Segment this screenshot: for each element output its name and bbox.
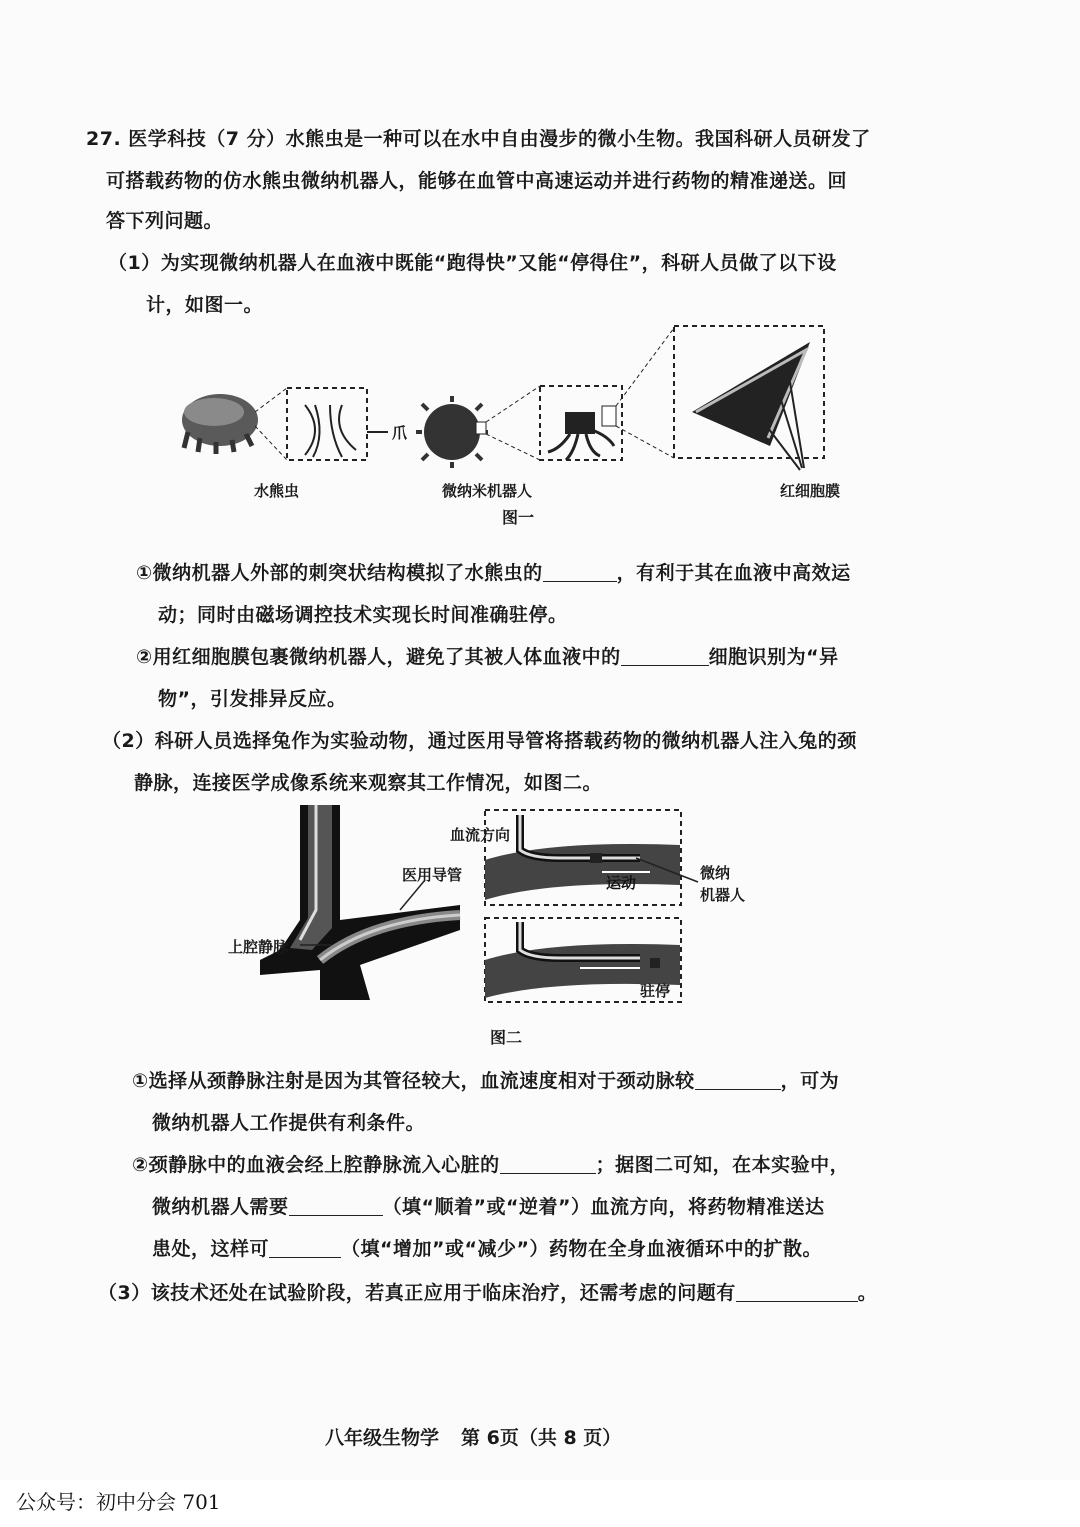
stop-label: 驻停 xyxy=(640,982,671,1000)
part2-q2-text-c: 微纳机器人需要 xyxy=(152,1196,289,1218)
robot-label: 微纳米机器人 xyxy=(442,482,533,500)
part1-q1-line-1 xyxy=(136,560,851,586)
tardigrade-label: 水熊虫 xyxy=(254,482,300,500)
part2-line-2: 静脉，连接医学成像系统来观察其工作情况，如图二。 xyxy=(134,772,603,794)
answer-blank-4[interactable] xyxy=(500,1153,596,1174)
part2-q2-text-f: （填“增加”或“减少”）药物在全身血液循环中的扩散。 xyxy=(341,1238,822,1260)
part3-line xyxy=(98,1280,877,1306)
watermark-text: 公众号：初中分会 701 xyxy=(16,1490,221,1514)
part3-text-b: 。 xyxy=(857,1282,878,1304)
answer-blank-3[interactable] xyxy=(695,1069,781,1090)
blood-flow-label: 血流方向 xyxy=(450,826,511,844)
footer-page-number: 第 6页（共 8 页） xyxy=(461,1427,622,1449)
figure-2-caption: 图二 xyxy=(490,1028,523,1047)
vessel-detail-top-illustration xyxy=(485,815,680,900)
part2-line-1: （2）科研人员选择兔作为实验动物，通过医用导管将搭载药物的微纳机器人注入兔的颈 xyxy=(102,730,857,752)
nanorobot-label-line-1: 微纳 xyxy=(700,864,731,882)
answer-blank-7[interactable] xyxy=(736,1281,858,1302)
part1-line-2: 计，如图一。 xyxy=(146,294,264,316)
part2-q2-text-d: （填“顺着”或“逆着”）血流方向，将药物精准送达 xyxy=(382,1196,825,1218)
footer-grade: 八年级生物学 xyxy=(325,1427,440,1449)
figure-1-caption: 图一 xyxy=(502,508,535,527)
movement-label: 运动 xyxy=(606,874,637,892)
answer-blank-5[interactable] xyxy=(289,1195,383,1216)
part1-q2-text-a: ②用红细胞膜包裹微纳机器人，避免了其被人体血液中的 xyxy=(136,646,621,668)
part2-q2-text-b: ；据图二可知，在本实验中， xyxy=(595,1154,850,1176)
answer-blank-2[interactable] xyxy=(621,645,709,666)
nanorobot-label-line-2: 机器人 xyxy=(700,886,746,904)
catheter-label: 医用导管 xyxy=(402,866,463,884)
answer-blank-6[interactable] xyxy=(269,1237,341,1258)
part2-q1-line-2: 微纳机器人工作提供有利条件。 xyxy=(152,1112,426,1134)
part1-q1-line-2: 动；同时由磁场调控技术实现长时间准确驻停。 xyxy=(158,604,568,626)
part2-q1-text-a: ①选择从颈静脉注射是因为其管径较大，血流速度相对于颈动脉较 xyxy=(132,1070,695,1092)
svc-label: 上腔静脉 xyxy=(228,938,289,956)
tardigrade-illustration xyxy=(182,394,258,454)
part2-q2-text-a: ②颈静脉中的血液会经上腔静脉流入心脏的 xyxy=(132,1154,500,1176)
part2-q2-line-3 xyxy=(152,1236,822,1262)
claw-label: 爪 xyxy=(392,424,408,442)
part2-q1-text-b: ，可为 xyxy=(780,1070,840,1092)
rbc-membrane-label: 红细胞膜 xyxy=(780,482,841,500)
question-line-2: 可搭载药物的仿水熊虫微纳机器人，能够在血管中高速运动并进行药物的精准递送。回 xyxy=(106,170,848,192)
question-line-1: 27. 医学科技（7 分）水熊虫是一种可以在水中自由漫步的微小生物。我国科研人员研发了 xyxy=(86,128,871,150)
part3-text-a: （3）该技术还处在试验阶段，若真正应用于临床治疗，还需考虑的问题有 xyxy=(98,1282,736,1304)
page-footer xyxy=(325,1423,643,1450)
part1-q2-line-2: 物”，引发排异反应。 xyxy=(158,688,347,710)
vessel-tree-illustration xyxy=(260,805,463,1000)
part2-q1-line-1 xyxy=(132,1068,839,1094)
figure-1 xyxy=(170,320,850,520)
part1-q2-text-b: 细胞识别为“异 xyxy=(708,646,839,668)
part1-q1-text-a: ①微纳机器人外部的刺突状结构模拟了水熊虫的 xyxy=(136,562,543,584)
figure-2 xyxy=(220,800,780,1015)
answer-blank-1[interactable] xyxy=(543,561,617,582)
question-line-3: 答下列问题。 xyxy=(106,210,224,232)
part1-line-1: （1）为实现微纳机器人在血液中既能“跑得快”又能“停得住”，科研人员做了以下设 xyxy=(108,252,837,274)
part2-q2-line-1 xyxy=(132,1152,849,1178)
part2-q2-line-2 xyxy=(152,1194,824,1220)
part1-q2-line-1 xyxy=(136,644,839,670)
part2-q2-text-e: 患处，这样可 xyxy=(152,1238,270,1260)
part1-q1-text-b: ，有利于其在血液中高效运 xyxy=(616,562,851,584)
